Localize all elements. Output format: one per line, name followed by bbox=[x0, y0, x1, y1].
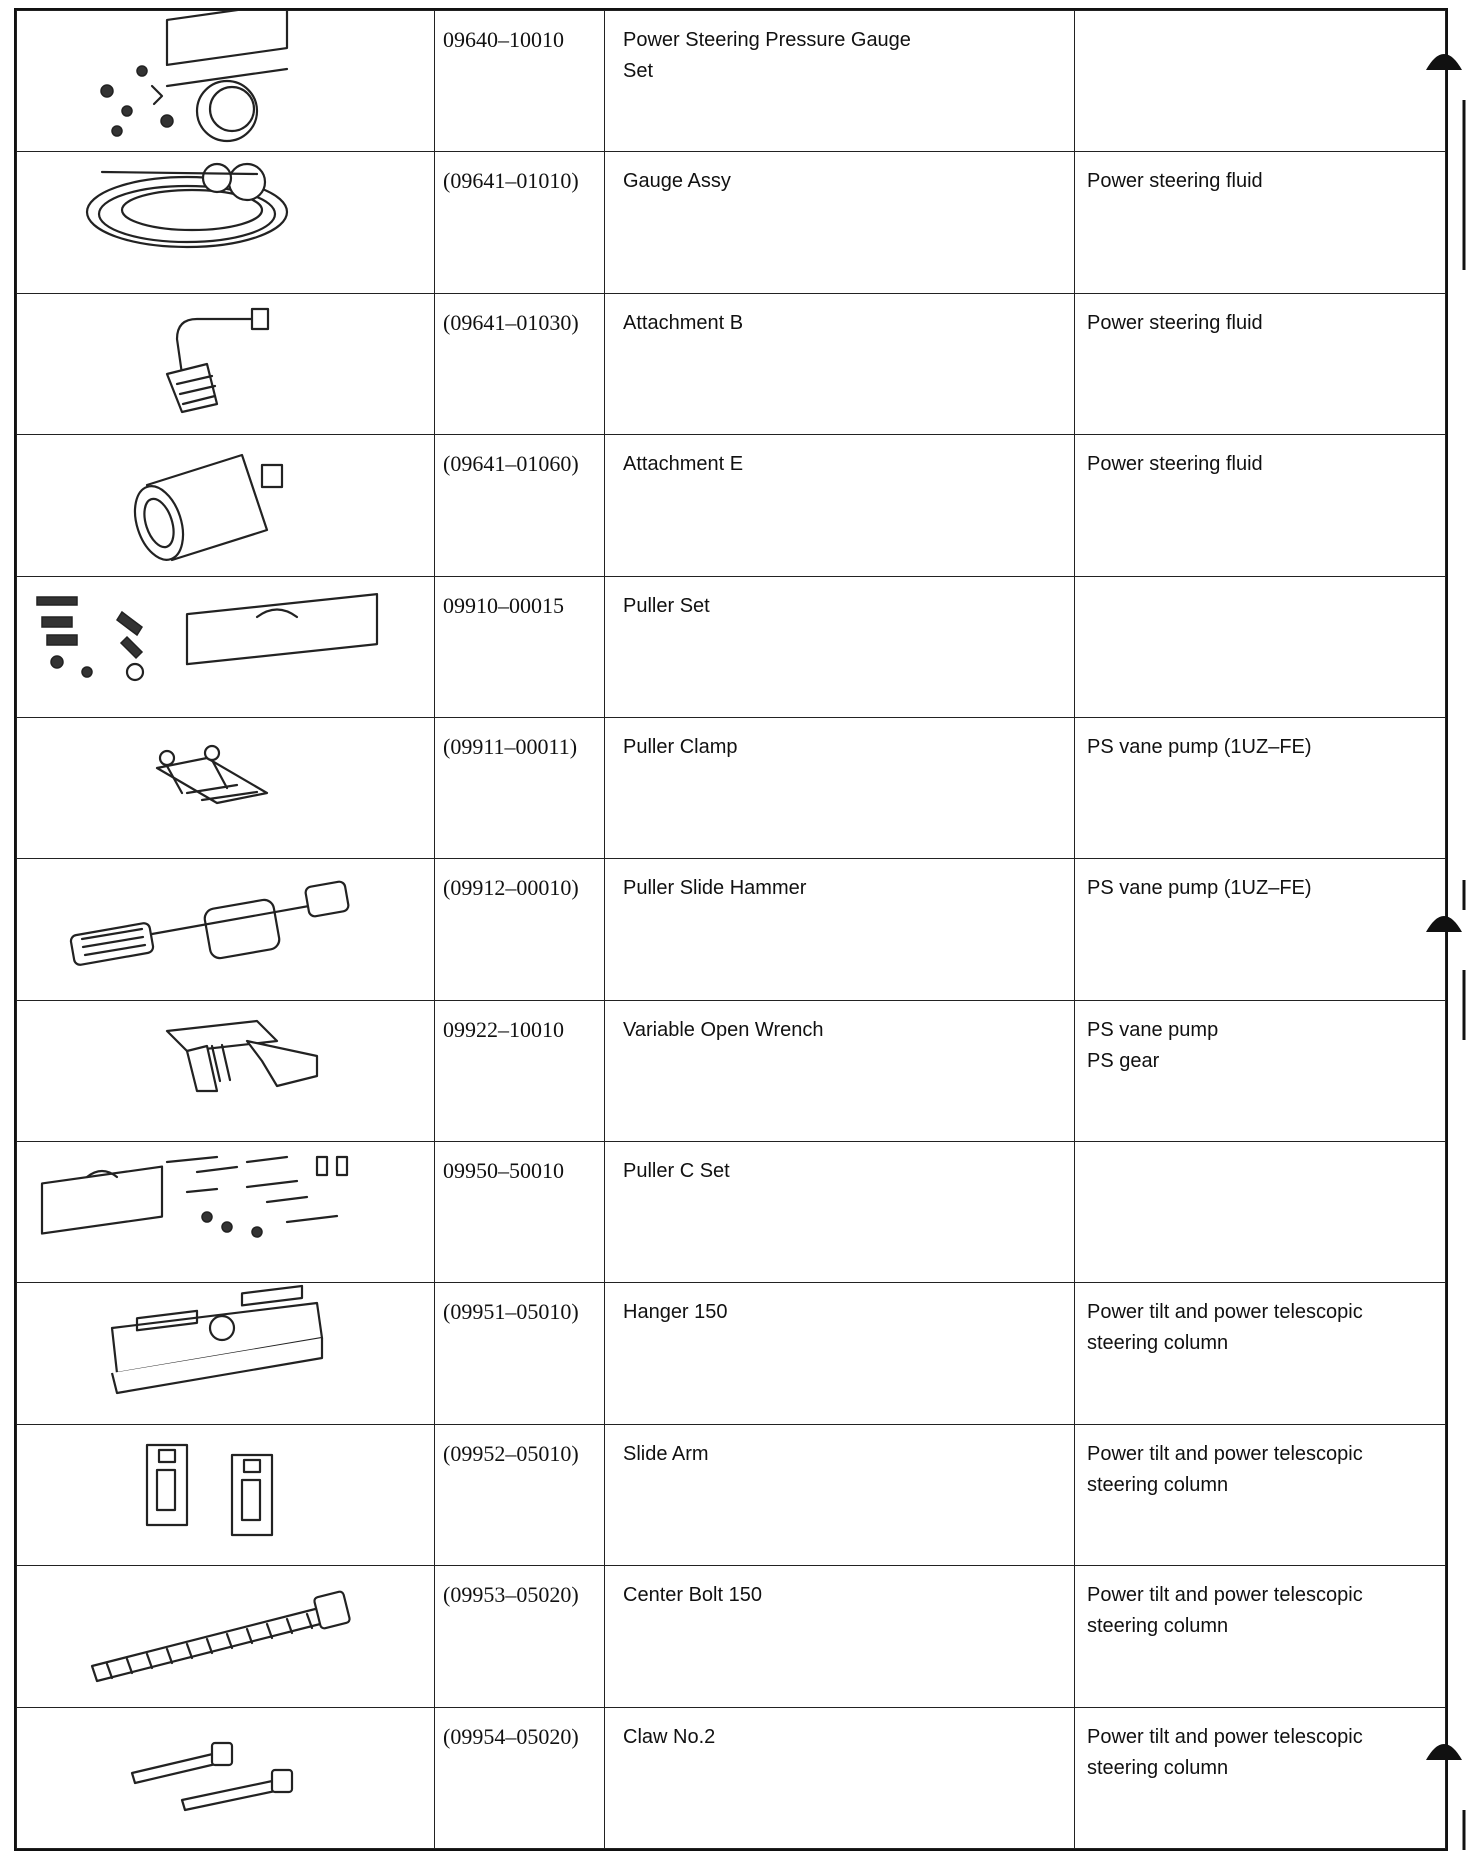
tool-usage-line: Power tilt and power telescopic bbox=[1087, 1301, 1363, 1324]
pressure-gauge-set-illustration bbox=[17, 11, 435, 152]
part-number: (09953–05020) bbox=[435, 1566, 605, 1707]
tool-name bbox=[605, 859, 1075, 1000]
tool-name bbox=[605, 717, 1075, 858]
tool-name-line: Attachment B bbox=[623, 311, 744, 334]
tool-usage bbox=[1075, 1707, 1446, 1849]
tool-row bbox=[17, 1142, 1446, 1283]
part-number: (09952–05010) bbox=[435, 1424, 605, 1565]
tool-usage-line: steering column bbox=[1087, 1332, 1229, 1355]
tool-name-line: Power Steering Pressure Gauge bbox=[623, 29, 911, 51]
tool-name bbox=[605, 1424, 1075, 1565]
tool-usage bbox=[1075, 293, 1446, 434]
attachment-e-illustration bbox=[17, 435, 435, 576]
tool-name-line: Gauge Assy bbox=[623, 170, 731, 193]
tool-name-line: Puller Clamp bbox=[623, 735, 738, 758]
tool-name bbox=[605, 576, 1075, 717]
tool-usage bbox=[1075, 1000, 1446, 1141]
tool-usage bbox=[1075, 1142, 1446, 1283]
part-number: 09910–00015 bbox=[435, 576, 605, 717]
tool-row bbox=[17, 293, 1446, 434]
binder-mark-bottom bbox=[1416, 1710, 1472, 1850]
tool-row bbox=[17, 1707, 1446, 1849]
tool-usage bbox=[1075, 435, 1446, 576]
attachment-b-illustration bbox=[17, 293, 435, 434]
tool-usage-line: Power steering fluid bbox=[1087, 453, 1263, 476]
tool-name-line: Puller Slide Hammer bbox=[623, 877, 807, 900]
tool-name bbox=[605, 1566, 1075, 1707]
tool-usage bbox=[1075, 1566, 1446, 1707]
tool-name-line: Puller Set bbox=[623, 594, 710, 617]
puller-c-set-illustration bbox=[17, 1142, 435, 1283]
tool-row bbox=[17, 717, 1446, 858]
tool-name bbox=[605, 435, 1075, 576]
tool-name bbox=[605, 11, 1075, 152]
tool-name-line: Center Bolt 150 bbox=[623, 1584, 762, 1607]
part-number: (09641–01030) bbox=[435, 293, 605, 434]
tool-row bbox=[17, 1566, 1446, 1707]
gauge-assy-illustration bbox=[17, 152, 435, 293]
tool-usage-line: Power tilt and power telescopic bbox=[1087, 1442, 1363, 1465]
binder-mark-middle bbox=[1416, 880, 1472, 1040]
variable-open-wrench-illustration bbox=[17, 1000, 435, 1141]
tool-name-line: Variable Open Wrench bbox=[623, 1018, 824, 1041]
tool-row bbox=[17, 1283, 1446, 1424]
part-number: (09954–05020) bbox=[435, 1707, 605, 1849]
tool-usage-line: PS vane pump bbox=[1087, 1018, 1219, 1041]
tool-usage-line: Power tilt and power telescopic bbox=[1087, 1584, 1363, 1607]
tool-usage bbox=[1075, 152, 1446, 293]
part-number: 09922–10010 bbox=[435, 1000, 605, 1141]
part-number: (09912–00010) bbox=[435, 859, 605, 1000]
tool-row bbox=[17, 435, 1446, 576]
tool-row bbox=[17, 11, 1446, 152]
slide-arm-illustration bbox=[17, 1424, 435, 1565]
part-number: 09640–10010 bbox=[435, 11, 605, 152]
tool-name bbox=[605, 1000, 1075, 1141]
puller-slide-hammer-illustration bbox=[17, 859, 435, 1000]
tool-usage-line: steering column bbox=[1087, 1756, 1229, 1779]
tool-usage bbox=[1075, 859, 1446, 1000]
tool-usage-line: PS vane pump (1UZ–FE) bbox=[1087, 735, 1312, 758]
tool-row bbox=[17, 1000, 1446, 1141]
tool-name-line: Set bbox=[623, 60, 654, 82]
tool-usage-line: Power steering fluid bbox=[1087, 170, 1263, 193]
puller-clamp-illustration bbox=[17, 717, 435, 858]
tool-row bbox=[17, 576, 1446, 717]
tool-usage bbox=[1075, 717, 1446, 858]
part-number: (09641–01060) bbox=[435, 435, 605, 576]
tool-name bbox=[605, 293, 1075, 434]
tool-usage-line: PS vane pump (1UZ–FE) bbox=[1087, 877, 1312, 900]
tool-name-line: Slide Arm bbox=[623, 1442, 709, 1465]
tool-name bbox=[605, 1707, 1075, 1849]
part-number: (09911–00011) bbox=[435, 717, 605, 858]
tool-name-line: Puller C Set bbox=[623, 1160, 730, 1182]
tool-usage-line: Power steering fluid bbox=[1087, 311, 1263, 334]
special-service-tools-table bbox=[14, 8, 1448, 1851]
tool-row bbox=[17, 1424, 1446, 1565]
tool-name bbox=[605, 1142, 1075, 1283]
puller-set-illustration bbox=[17, 576, 435, 717]
tool-name bbox=[605, 152, 1075, 293]
binder-mark-top bbox=[1416, 40, 1472, 270]
tool-row bbox=[17, 152, 1446, 293]
claw-no2-illustration bbox=[17, 1707, 435, 1849]
tool-usage-line: steering column bbox=[1087, 1473, 1229, 1496]
tool-usage bbox=[1075, 11, 1446, 152]
tool-usage bbox=[1075, 1283, 1446, 1424]
hanger-150-illustration bbox=[17, 1283, 435, 1424]
tool-usage-line: Power tilt and power telescopic bbox=[1087, 1725, 1363, 1748]
part-number: 09950–50010 bbox=[435, 1142, 605, 1283]
tool-name-line: Claw No.2 bbox=[623, 1725, 716, 1748]
tool-usage-line: PS gear bbox=[1087, 1049, 1160, 1072]
tool-name bbox=[605, 1283, 1075, 1424]
center-bolt-150-illustration bbox=[17, 1566, 435, 1707]
part-number: (09951–05010) bbox=[435, 1283, 605, 1424]
tool-name-line: Hanger 150 bbox=[623, 1301, 728, 1324]
tool-usage-line: steering column bbox=[1087, 1615, 1229, 1638]
tool-usage bbox=[1075, 1424, 1446, 1565]
tool-row bbox=[17, 859, 1446, 1000]
tool-usage bbox=[1075, 576, 1446, 717]
tool-name-line: Attachment E bbox=[623, 453, 744, 476]
part-number: (09641–01010) bbox=[435, 152, 605, 293]
